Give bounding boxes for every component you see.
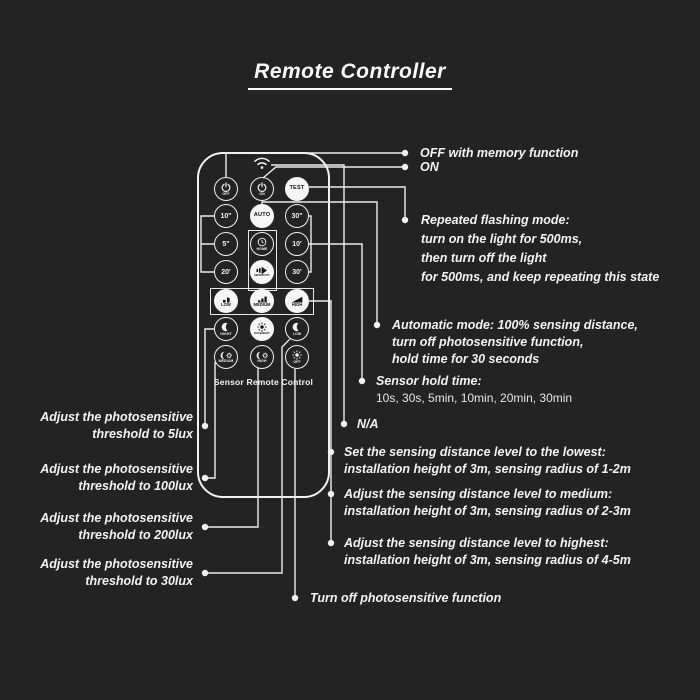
lux-low-button-label: LOW <box>292 331 302 336</box>
remote-footer-label: Sensor Remote Control <box>213 377 314 387</box>
annotation-line: ON <box>420 160 439 174</box>
annotation-threshold-200lux <box>40 510 193 544</box>
annotation-line: Turn off photosensitive function <box>310 591 502 605</box>
lux-medium-button[interactable] <box>214 345 238 369</box>
annotation-line: Sensor hold time: <box>376 374 482 388</box>
annotation-line: N/A <box>357 417 379 431</box>
leader-dot <box>328 540 334 546</box>
annotation-line: threshold to 5lux <box>92 427 193 441</box>
time-5s-button[interactable] <box>214 232 238 256</box>
annotation-line: Adjust the photosensitive <box>40 410 193 424</box>
auto-button-label: AUTO <box>253 212 271 219</box>
time-10s-label: 10" <box>220 212 232 220</box>
annotation-sensor-hold-time <box>376 373 572 407</box>
time-30s-button[interactable] <box>285 204 309 228</box>
time-20min-label: 20' <box>221 268 231 276</box>
leader-dot <box>202 524 208 530</box>
leader-dot <box>402 217 408 223</box>
annotation-line: Adjust the sensing distance level to medium: <box>344 487 613 501</box>
lux-high-button[interactable] <box>250 345 274 369</box>
off-button[interactable] <box>214 177 238 201</box>
time-5s-label: 5" <box>222 240 230 248</box>
clock-icon <box>257 237 267 247</box>
night-button[interactable] <box>214 317 238 341</box>
off-button-label: OFF <box>222 191 230 196</box>
leader-dot <box>341 421 347 427</box>
leader-dot <box>328 491 334 497</box>
annotation-threshold-100lux <box>40 461 193 495</box>
test-button-label: TEST <box>289 185 305 192</box>
leader-dot <box>202 570 208 576</box>
page-title-text: Remote Controller <box>248 60 452 90</box>
annotation-automatic-mode <box>392 317 638 368</box>
distance-high-label: HIGH <box>291 302 303 308</box>
annotation-photosensitive-off <box>310 590 501 607</box>
leader-dot <box>402 150 408 156</box>
wifi-signal-icon <box>251 155 273 175</box>
distance-medium-label: MEDIUM <box>253 302 271 308</box>
annotation-line: Set the sensing distance level to the lowest: <box>344 445 606 459</box>
distance-low-button[interactable] <box>214 289 238 313</box>
annotation-off-memory <box>420 145 578 162</box>
annotation-line: 10s, 30s, 5min, 10min, 20min, 30min <box>376 391 573 405</box>
night-button-label: NIGHT <box>220 331 232 336</box>
annotation-line: Adjust the photosensitive <box>40 557 193 571</box>
sun-icon <box>257 322 267 332</box>
annotation-distance-medium <box>344 486 631 520</box>
annotation-line: turn off photosensitive function, <box>392 335 584 349</box>
annotation-line: installation height of 3m, sensing radius of 4-5m <box>344 553 631 567</box>
lux-low-button[interactable] <box>285 317 309 341</box>
distance-high-button[interactable] <box>285 289 309 313</box>
annotation-line: OFF with memory function <box>420 146 579 160</box>
annotation-line: for 500ms, and keep repeating this state <box>421 270 660 284</box>
annotation-line: threshold to 100lux <box>78 479 193 493</box>
photosensitive-off-button[interactable] <box>285 345 309 369</box>
time-30s-label: 30" <box>291 212 303 220</box>
lux-high-button-label: HIGH <box>257 359 267 363</box>
annotation-line: Automatic mode: 100% sensing distance, <box>392 318 638 332</box>
annotation-line: hold time for 30 seconds <box>392 352 540 366</box>
leader-dot <box>292 595 298 601</box>
annotation-line: installation height of 3m, sensing radius of 1-2m <box>344 462 631 476</box>
annotation-line: installation height of 3m, sensing radius of 2-3m <box>344 504 631 518</box>
time-10min-label: 10' <box>292 240 302 248</box>
annotation-distance-lowest <box>344 444 631 478</box>
annotation-line: Adjust the photosensitive <box>40 511 193 525</box>
moon-icon <box>292 322 302 332</box>
annotation-repeated-flashing <box>421 211 659 287</box>
on-button[interactable] <box>250 177 274 201</box>
annotation-line: Adjust the photosensitive <box>40 462 193 476</box>
annotation-line: Repeated flashing mode: <box>421 213 570 227</box>
time-20min-button[interactable] <box>214 260 238 284</box>
photosensitive-off-button-label: OFF <box>293 359 301 364</box>
leader-dot <box>402 164 408 170</box>
home-button[interactable] <box>250 232 274 256</box>
sensitivity-button-label: SENSITIVITY <box>254 274 270 278</box>
day-night-button-label: DAY&NIGHT <box>254 331 270 335</box>
power-icon <box>257 182 267 192</box>
annotation-line: then turn off the light <box>421 251 547 265</box>
annotation-line: Adjust the sensing distance level to highest: <box>344 536 609 550</box>
sun-icon <box>292 350 302 360</box>
annotation-distance-highest <box>344 535 631 569</box>
on-button-label: ON <box>259 191 265 196</box>
power-icon <box>221 182 231 192</box>
distance-medium-button[interactable] <box>250 289 274 313</box>
lux-medium-button-label: MEDIUM <box>218 359 234 363</box>
test-button[interactable] <box>285 177 309 201</box>
day-night-button[interactable] <box>250 317 274 341</box>
annotation-threshold-5lux <box>40 409 193 443</box>
annotation-line: threshold to 30lux <box>85 574 193 588</box>
annotation-on <box>420 159 439 176</box>
time-10s-button[interactable] <box>214 204 238 228</box>
distance-low-label: LOW <box>221 302 231 308</box>
annotation-na <box>357 416 379 433</box>
page-title <box>0 60 700 90</box>
time-30min-button[interactable] <box>285 260 309 284</box>
auto-button[interactable] <box>250 204 274 228</box>
home-button-label: HOME <box>256 246 268 251</box>
moon-icon <box>221 322 231 332</box>
time-10min-button[interactable] <box>285 232 309 256</box>
time-30min-label: 30' <box>292 268 302 276</box>
leader-dot <box>359 378 365 384</box>
annotation-line: threshold to 200lux <box>78 528 193 542</box>
annotation-line: turn on the light for 500ms, <box>421 232 583 246</box>
sensitivity-button[interactable] <box>250 260 274 284</box>
leader-dot <box>374 322 380 328</box>
annotation-threshold-30lux <box>40 556 193 590</box>
